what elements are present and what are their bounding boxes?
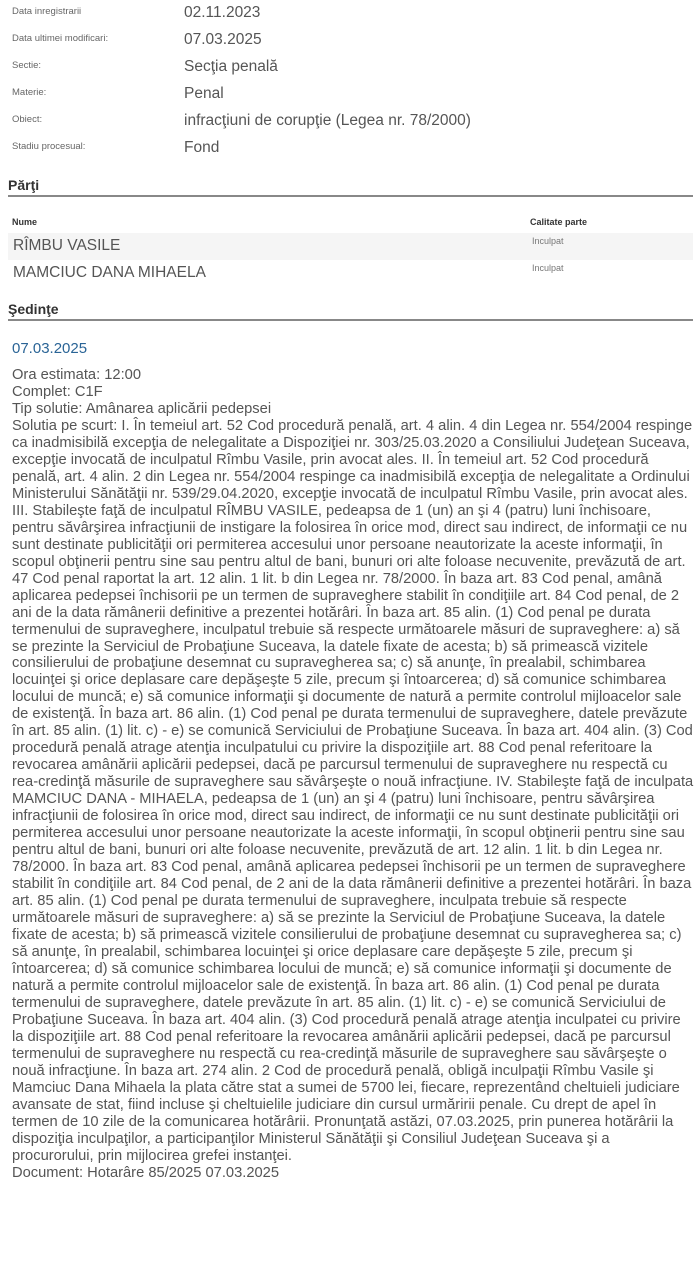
- detail-value: 02.11.2023: [184, 4, 261, 21]
- hearings-divider: [8, 319, 693, 321]
- column-header-name: Nume: [12, 217, 38, 227]
- detail-label: Data ultimei modificari:: [12, 33, 109, 44]
- party-role: Inculpat: [532, 263, 564, 273]
- hearings-heading: Şedinţe: [8, 301, 59, 317]
- detail-label: Sectie:: [12, 60, 42, 71]
- detail-procedural-stage: [0, 139, 700, 166]
- party-row: [8, 233, 693, 260]
- detail-label: Stadiu procesual:: [12, 141, 86, 152]
- detail-matter: [0, 85, 700, 112]
- detail-value: Secţia penală: [184, 58, 278, 75]
- detail-label: Materie:: [12, 87, 47, 98]
- hearing-solution-type: Tip solutie: Amânarea aplicării pedepsei: [12, 400, 272, 417]
- detail-section: [0, 58, 700, 85]
- party-name: MAMCIUC DANA MIHAELA: [13, 264, 206, 281]
- parties-divider: [8, 195, 693, 197]
- party-role: Inculpat: [532, 236, 564, 246]
- parties-heading: Părţi: [8, 177, 40, 193]
- detail-registration-date: [0, 4, 700, 31]
- detail-label: Obiect:: [12, 114, 43, 125]
- hearing-panel: Complet: C1F: [12, 383, 103, 400]
- hearing-details: [12, 367, 694, 1182]
- hearing-solution-summary: Solutia pe scurt: I. În temeiul art. 52 Cod procedură penală, art. 4 alin. 4 din Legea nr. 554/2004 respinge ca inadmisibilă excepţia de nelegalitate a Dispoziţiei nr. 303/25.03.2020 a Consiliului Judeţean Suceava, excepţie invocată de inculpatul Rîmbu Vasile, prin avocat ales. II. În temeiul art. 52 Cod procedură penală, art. 4 alin. 2 din Legea nr. 554/2004 respinge ca inadmisibilă excepţia de nelegalitate a Ordinului Ministerului Sănătăţii nr. 539/29.04.2020, excepţie invocată de inculpatul Rîmbu Vasile, prin avocat ales. III. Stabileşte faţă de inculpatul RÎMBU VASILE, pedeapsa de 1 (un) an şi 4 (patru) luni închisoare, pentru săvârşirea infracţiunii de instigare la folosirea în orice mod, direct sau indirect, de informaţii ce nu sunt destinate publicităţii ori permiterea accesului unor persoane neautorizate la aceste informaţii, în scopul obţinerii pentru sine sau pentru altul de bani, bunuri ori alte foloase necuvenite, prevăzută de art. 47 Cod penal raportat la art. 12 alin. 1 lit. b din Legea nr. 78/2000. În baza art. 83 Cod penal, amână aplicarea pedepsei închisorii pe un termen de supraveghere stabilit în condiţiile art. 84 Cod penal, de 2 ani de la data rămânerii definitive a prezentei hotărâri. În baza art. 85 alin. (1) Cod penal pe durata termenului de supraveghere, inculpatul trebuie să respecte următoarele măsuri de supraveghere: a) să se prezinte la Serviciul de Probaţiune Suceava, la datele fixate de acesta; b) să primească vizitele consilierului de probaţiune desemnat cu supravegherea sa; c) să anunţe, în prealabil, schimbarea locuinţei şi orice deplasare care depăşeşte 5 zile, precum şi întoarcerea; d) să comunice schimbarea locului de muncă; e) să comunice informaţii şi documente de natură a permite controlul mijloacelor sale de existenţă. În baza art. 86 alin. (1) Cod penal pe durata termenului de supraveghere, datele prevăzute în art. 85 alin. (1) lit. c) - e) se comunică Serviciului de Probaţiune Suceava. În baza art. 404 alin. (3) Cod procedură penală atrage atenţia inculpatului cu privire la dispoziţiile art. 88 Cod penal referitoare la revocarea amânării aplicării pedepsei, dacă pe parcursul termenului de supraveghere nu respectă cu rea-credinţă măsurile de supraveghere sau săvârşeşte o nouă infracţiune. IV. Stabileşte faţă de inculpata MAMCIUC DANA - MIHAELA, pedeapsa de 1 (un) an şi 4 (patru) luni închisoare, pentru săvârşirea infracţiunii de folosirea în orice mod, direct sau indirect, de informaţii ce nu sunt destinate publicităţii ori permiterea accesului unor persoane neautorizate la aceste informaţii, în scopul obţinerii pentru sine sau pentru altul de bani, bunuri ori alte foloase necuvenite, prevăzută de art. 12 alin. 1 lit. b din Legea nr. 78/2000. În baza art. 83 Cod penal, amână aplicarea pedepsei închisorii pe un termen de supraveghere stabilit în condiţiile art. 84 Cod penal, de 2 ani de la data rămânerii definitive a prezentei hotărâri. În baza art. 85 alin. (1) Cod penal pe durata termenului de supraveghere, inculpata trebuie să respecte următoarele măsuri de supraveghere: a) să se prezinte la Serviciul de Probaţiune Suceava, la datele fixate de acesta; b) să primească vizitele consilierului de probaţiune desemnat cu supravegherea sa; c) să anunţe, în prealabil, schimbarea locuinţei şi orice deplasare care depăşeşte 5 zile, precum şi întoarcerea; d) să comunice schimbarea locului de muncă; e) să comunice informaţii şi documente de natură a permite controlul mijloacelor sale de existenţă. În baza art. 86 alin. (1) Cod penal pe durata termenului de supraveghere, datele prevăzute în art. 85 alin. (1) lit. c) - e) se comunică Serviciului de Probaţiune Suceava. În baza art. 404 alin. (3) Cod procedură penală atrage atenţia inculpatei cu privire la dispoziţiile art. 88 Cod penal referitoare la revocarea amânării aplicării pedepsei, dacă pe parcursul termenului de supraveghere nu respectă cu rea-credinţă măsurile de supraveghere sau săvârşeşte o nouă infracţiune. În baza art. 274 alin. 2 Cod de procedură penală, obligă inculpaţii Rîmbu Vasile şi Mamciuc Dana Mihaela la plata către stat a sumei de 5700 lei, fiecare, reprezentând cheltuieli judiciare avansate de stat, fiind incluse şi cheltuielile judiciare din cursul urmăririi penale. Cu drept de apel în termen de 10 zile de la comunicarea hotărârii. Pronunţată astăzi, 07.03.2025, prin punerea hotărârii la dispoziţia inculpaţilor, a participanţilor Ministerul Sănătăţii şi Consiliul Judeţean Suceava şi a procurorului, prin mijlocirea grefei instanţei.: [12, 417, 694, 1164]
- detail-last-modified: [0, 31, 700, 58]
- hearing-document: Document: Hotarâre 85/2025 07.03.2025: [12, 1164, 280, 1181]
- detail-value: 07.03.2025: [184, 31, 262, 48]
- detail-object: [0, 112, 700, 139]
- detail-label: Data inregistrarii: [12, 6, 82, 17]
- hearing-estimated-time: Ora estimata: 12:00: [12, 367, 141, 383]
- detail-value: Penal: [184, 85, 224, 102]
- detail-value: infracţiuni de corupţie (Legea nr. 78/2000): [184, 112, 471, 129]
- detail-value: Fond: [184, 139, 220, 156]
- hearing-date: 07.03.2025: [12, 340, 88, 357]
- party-row: [8, 260, 693, 287]
- column-header-role: Calitate parte: [530, 217, 588, 227]
- party-name: RÎMBU VASILE: [13, 237, 121, 254]
